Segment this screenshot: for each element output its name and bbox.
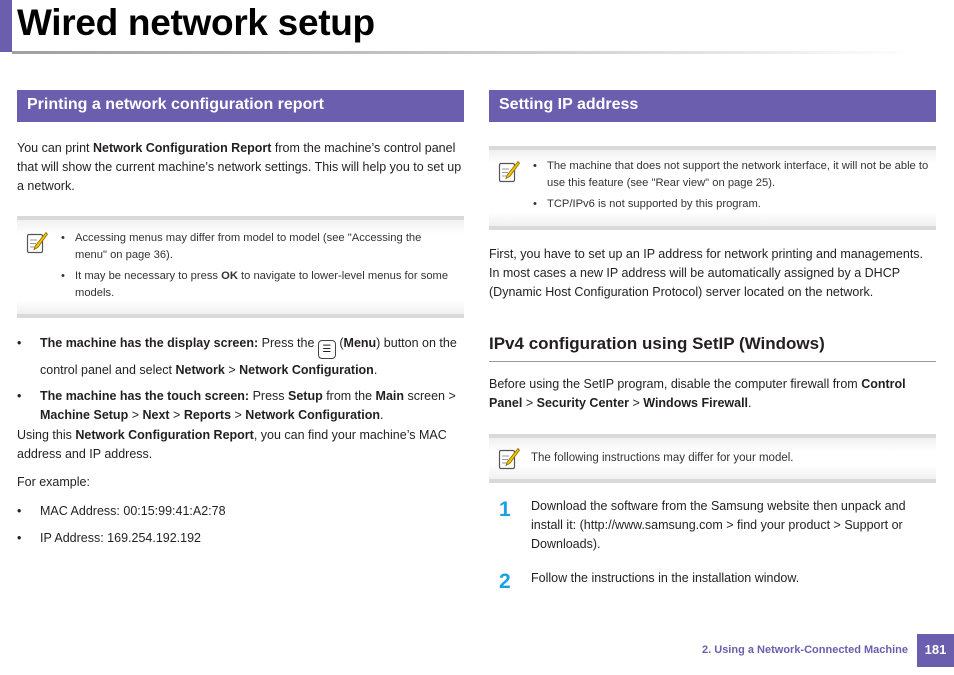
right-note-box-2 bbox=[489, 434, 936, 483]
menu-instructions-list bbox=[17, 332, 464, 425]
step-text: Download the software from the Samsung website then unpack and install it: (http://www.samsung.com > find your product > Support or Downloads). bbox=[531, 499, 906, 551]
step-text: Follow the instructions in the installation window. bbox=[531, 571, 800, 585]
subheading-divider bbox=[489, 361, 936, 362]
page-number: 181 bbox=[917, 634, 954, 667]
section-heading-setting-ip: Setting IP address bbox=[489, 90, 936, 122]
right-note-list bbox=[533, 158, 931, 218]
note-pencil-icon bbox=[498, 160, 520, 184]
example-label: For example: bbox=[17, 475, 90, 489]
title-divider bbox=[12, 51, 917, 54]
step-number: 1 bbox=[499, 498, 511, 521]
using-report-paragraph: Using this Network Configuration Report, you can find your machine’s MAC address and IP address. bbox=[17, 428, 447, 461]
list-item: • TCP/IPv6 is not supported by this program. bbox=[533, 196, 931, 213]
before-setip-paragraph: Before using the SetIP program, disable the computer firewall from Control Panel > Security Center > Windows Firewall. bbox=[489, 377, 906, 410]
list-item: • It may be necessary to press OK to navigate to lower-level menus for some models. bbox=[61, 268, 456, 301]
section-heading-network-report: Printing a network configuration report bbox=[17, 90, 464, 122]
list-item: • IP Address: 169.254.192.192 bbox=[17, 529, 464, 548]
title-accent-bar bbox=[0, 0, 12, 52]
left-note-list bbox=[61, 230, 456, 306]
menu-key-icon: ☰ bbox=[318, 340, 336, 359]
list-item-display-screen: • The machine has the display screen: Press the ☰ (Menu) button on the control panel and select Network > Network Configuration. bbox=[17, 332, 464, 381]
footer-chapter: 2. Using a Network-Connected Machine bbox=[702, 644, 908, 656]
note-text: The following instructions may differ for your model. bbox=[531, 452, 794, 464]
step-number: 2 bbox=[499, 570, 511, 593]
example-list bbox=[17, 502, 464, 548]
list-item: • The machine that does not support the network interface, it will not be able to use this feature (see "Rear view" on page 25). bbox=[533, 158, 931, 191]
right-column bbox=[489, 90, 936, 122]
left-note-box bbox=[17, 216, 464, 318]
list-item: • MAC Address: 00:15:99:41:A2:78 bbox=[17, 502, 464, 521]
list-item-touch-screen: • The machine has the touch screen: Press Setup from the Main screen > Machine Setup > Next > Reports > Network Configuration. bbox=[17, 387, 464, 425]
ip-intro-paragraph: First, you have to set up an IP address for network printing and managements. In most cases a new IP address will be automatically assigned by a DHCP (Dynamic Host Configuration Protocol) server located on the network. bbox=[489, 247, 924, 299]
list-item: • Accessing menus may differ from model to model (see "Accessing the menu" on page 36). bbox=[61, 230, 456, 263]
note-pencil-icon bbox=[26, 231, 48, 255]
page-title: Wired network setup bbox=[17, 2, 375, 43]
ipv4-subheading: IPv4 configuration using SetIP (Windows) bbox=[489, 334, 825, 353]
left-intro-paragraph: You can print Network Configuration Report from the machine’s control panel that will show the current machine’s network settings. This will help you to set up a network. bbox=[17, 141, 462, 193]
right-note-box bbox=[489, 146, 936, 230]
note-pencil-icon bbox=[498, 447, 520, 471]
left-column bbox=[17, 90, 464, 122]
